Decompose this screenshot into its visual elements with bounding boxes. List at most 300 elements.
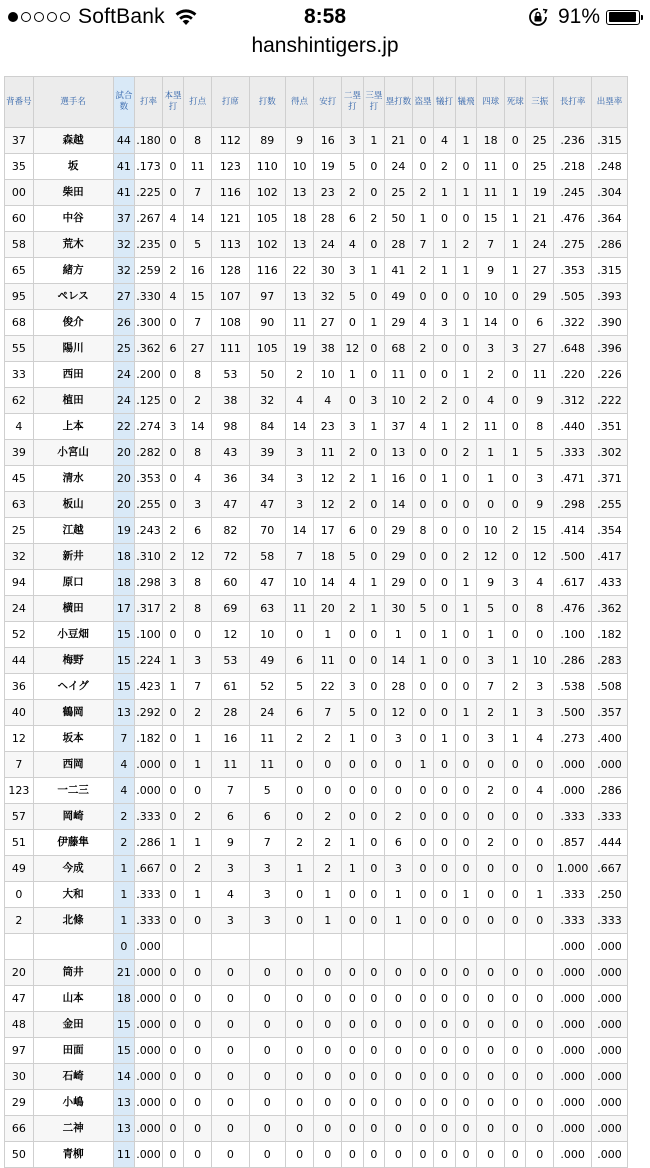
table-cell: 0 <box>342 804 364 830</box>
table-cell: 3 <box>342 414 364 440</box>
table-cell: 0 <box>184 1012 212 1038</box>
table-cell: 5 <box>342 154 364 180</box>
table-cell <box>342 934 364 960</box>
table-cell: 63 <box>5 492 34 518</box>
table-cell: .353 <box>554 258 592 284</box>
table-cell: 0 <box>342 1090 364 1116</box>
table-header-row <box>5 77 628 128</box>
table-cell: 4 <box>526 726 554 752</box>
table-cell: 0 <box>285 986 314 1012</box>
table-cell: .000 <box>554 752 592 778</box>
table-cell: 1 <box>363 258 385 284</box>
table-cell: 0 <box>412 1064 434 1090</box>
table-cell: 2 <box>342 492 364 518</box>
table-cell: 32 <box>113 258 135 284</box>
table-cell: 0 <box>434 752 456 778</box>
table-cell: 0 <box>434 362 456 388</box>
table-cell: 0 <box>526 856 554 882</box>
table-cell: 0 <box>434 518 456 544</box>
table-cell: 33 <box>5 362 34 388</box>
table-cell: 2 <box>412 388 434 414</box>
table-cell: 0 <box>342 960 364 986</box>
table-cell: .476 <box>554 206 592 232</box>
table-cell: 2 <box>162 258 184 284</box>
table-cell: 65 <box>5 258 34 284</box>
table-cell: 0 <box>285 778 314 804</box>
table-cell: .423 <box>135 674 163 700</box>
table-cell: 1 <box>455 180 477 206</box>
table-cell: 37 <box>5 128 34 154</box>
table-cell: 8 <box>526 596 554 622</box>
table-row <box>5 1064 628 1090</box>
table-cell: 1 <box>314 882 342 908</box>
table-cell: 0 <box>314 1064 342 1090</box>
table-cell: 111 <box>211 336 249 362</box>
table-cell: 0 <box>455 1038 477 1064</box>
table-cell: 1 <box>455 362 477 388</box>
table-cell: 9 <box>526 388 554 414</box>
table-cell: .000 <box>135 778 163 804</box>
table-row <box>5 440 628 466</box>
table-cell: 2 <box>504 674 526 700</box>
table-cell: .182 <box>592 622 628 648</box>
table-cell: 48 <box>5 1012 34 1038</box>
battery-icon <box>606 10 640 25</box>
table-cell: .000 <box>554 1090 592 1116</box>
table-cell: 0 <box>184 778 212 804</box>
table-row <box>5 180 628 206</box>
url-bar[interactable] <box>0 34 650 58</box>
table-cell: .508 <box>592 674 628 700</box>
table-cell: .000 <box>554 1012 592 1038</box>
table-cell: 84 <box>249 414 285 440</box>
table-cell: 10 <box>285 570 314 596</box>
table-cell: 3 <box>342 258 364 284</box>
table-cell: 1 <box>504 258 526 284</box>
table-row <box>5 544 628 570</box>
table-cell <box>249 934 285 960</box>
table-cell: 6 <box>385 830 413 856</box>
table-cell: 0 <box>477 960 505 986</box>
table-cell: 0 <box>249 1116 285 1142</box>
table-cell: 1 <box>434 180 456 206</box>
table-cell: 3 <box>363 388 385 414</box>
table-cell: 2 <box>363 206 385 232</box>
table-cell: 11 <box>249 726 285 752</box>
table-cell: 0 <box>363 154 385 180</box>
table-cell: 24 <box>249 700 285 726</box>
table-row <box>5 1012 628 1038</box>
table-cell: 7 <box>477 232 505 258</box>
table-cell: 1 <box>434 622 456 648</box>
table-cell: 3 <box>434 310 456 336</box>
table-cell: 0 <box>162 856 184 882</box>
table-cell: 0 <box>412 622 434 648</box>
player-name-cell: 新井 <box>33 544 113 570</box>
table-cell: 0 <box>184 1116 212 1142</box>
table-cell: 1 <box>455 310 477 336</box>
table-cell: .245 <box>554 180 592 206</box>
table-cell: .667 <box>135 856 163 882</box>
table-cell: .333 <box>135 908 163 934</box>
table-cell: 5 <box>342 700 364 726</box>
table-cell: 5 <box>285 674 314 700</box>
table-cell: 18 <box>314 544 342 570</box>
table-row <box>5 596 628 622</box>
table-row <box>5 310 628 336</box>
table-cell: 24 <box>113 388 135 414</box>
player-name-cell: 梅野 <box>33 648 113 674</box>
table-cell: 5 <box>342 284 364 310</box>
table-cell: 55 <box>5 336 34 362</box>
table-cell: 12 <box>184 544 212 570</box>
table-cell: 4 <box>162 284 184 310</box>
table-cell: 4 <box>526 570 554 596</box>
table-cell: 1 <box>363 570 385 596</box>
table-cell: 8 <box>184 596 212 622</box>
table-cell: 0 <box>162 362 184 388</box>
table-cell: .235 <box>135 232 163 258</box>
table-cell: 4 <box>113 752 135 778</box>
table-cell: 0 <box>363 622 385 648</box>
table-cell: 1 <box>162 648 184 674</box>
table-cell: 3 <box>211 908 249 934</box>
table-cell: 0 <box>363 986 385 1012</box>
table-cell: 0 <box>412 986 434 1012</box>
table-cell: 15 <box>113 622 135 648</box>
table-cell: 0 <box>526 1012 554 1038</box>
table-cell: 4 <box>342 232 364 258</box>
table-row <box>5 986 628 1012</box>
table-cell: 7 <box>285 544 314 570</box>
table-cell: .000 <box>135 1038 163 1064</box>
table-cell: 2 <box>477 700 505 726</box>
table-cell: 0 <box>162 180 184 206</box>
table-cell: 1 <box>434 726 456 752</box>
table-cell: 29 <box>385 570 413 596</box>
table-cell: 12 <box>342 336 364 362</box>
table-cell: .173 <box>135 154 163 180</box>
table-cell: 0 <box>249 986 285 1012</box>
table-cell: 0 <box>455 778 477 804</box>
table-cell: 20 <box>113 440 135 466</box>
table-cell: 1 <box>412 752 434 778</box>
table-cell: 53 <box>211 648 249 674</box>
table-cell: 0 <box>455 518 477 544</box>
table-cell: .282 <box>135 440 163 466</box>
table-cell: 0 <box>385 1090 413 1116</box>
table-cell: 15 <box>113 674 135 700</box>
table-cell: 1 <box>385 622 413 648</box>
table-cell: 14 <box>184 414 212 440</box>
table-cell: 0 <box>211 960 249 986</box>
table-cell: 70 <box>249 518 285 544</box>
table-cell: 0 <box>434 648 456 674</box>
table-cell: 2 <box>342 180 364 206</box>
table-cell <box>162 934 184 960</box>
table-cell: 0 <box>477 1012 505 1038</box>
table-cell: 21 <box>385 128 413 154</box>
table-cell: .298 <box>135 570 163 596</box>
table-cell: 69 <box>211 596 249 622</box>
player-name-cell: 金田 <box>33 1012 113 1038</box>
status-right <box>528 5 640 29</box>
table-cell: 1 <box>342 856 364 882</box>
table-cell: .471 <box>554 466 592 492</box>
table-row <box>5 154 628 180</box>
table-row <box>5 700 628 726</box>
table-cell: 0 <box>162 1064 184 1090</box>
table-cell: 68 <box>5 310 34 336</box>
table-cell <box>363 934 385 960</box>
table-cell: 36 <box>211 466 249 492</box>
table-cell: 1 <box>455 570 477 596</box>
table-cell: .500 <box>554 700 592 726</box>
table-cell: 6 <box>526 310 554 336</box>
table-cell: 1 <box>385 882 413 908</box>
table-cell: 0 <box>162 1090 184 1116</box>
table-cell: 3 <box>504 570 526 596</box>
table-cell: 0 <box>434 1038 456 1064</box>
table-cell: 1 <box>385 908 413 934</box>
table-cell: 28 <box>385 232 413 258</box>
table-cell: 0 <box>412 466 434 492</box>
table-cell: 10 <box>285 154 314 180</box>
table-cell: 0 <box>314 752 342 778</box>
table-cell: 3 <box>342 128 364 154</box>
table-cell: .000 <box>554 778 592 804</box>
table-row <box>5 1090 628 1116</box>
table-cell: 0 <box>455 986 477 1012</box>
table-cell: 11 <box>477 414 505 440</box>
table-cell: 20 <box>5 960 34 986</box>
table-cell: 1 <box>342 362 364 388</box>
table-cell: .000 <box>554 1064 592 1090</box>
table-cell: .125 <box>135 388 163 414</box>
table-cell: 2 <box>184 388 212 414</box>
table-cell: 11 <box>285 596 314 622</box>
table-cell: 0 <box>342 1012 364 1038</box>
table-cell: 61 <box>211 674 249 700</box>
table-cell: 0 <box>385 752 413 778</box>
table-cell: .000 <box>135 752 163 778</box>
table-cell: .000 <box>135 1142 163 1168</box>
column-header: 得点 <box>285 77 314 128</box>
column-header: 打席 <box>211 77 249 128</box>
table-cell: 2 <box>285 726 314 752</box>
table-cell: 0 <box>285 1012 314 1038</box>
player-name-cell: 上本 <box>33 414 113 440</box>
table-cell: 1 <box>184 726 212 752</box>
table-cell: .302 <box>592 440 628 466</box>
table-cell: 0 <box>434 544 456 570</box>
table-cell: .648 <box>554 336 592 362</box>
table-cell: 3 <box>285 440 314 466</box>
table-cell: 0 <box>162 700 184 726</box>
table-cell: 0 <box>314 1012 342 1038</box>
table-cell: 0 <box>363 908 385 934</box>
table-cell: 0 <box>434 1116 456 1142</box>
table-cell: 0 <box>434 1142 456 1168</box>
table-body <box>5 128 628 1168</box>
column-header: 三振 <box>526 77 554 128</box>
table-cell: .000 <box>554 1142 592 1168</box>
table-cell: .000 <box>592 1090 628 1116</box>
table-cell: 3 <box>526 674 554 700</box>
table-cell: 107 <box>211 284 249 310</box>
table-cell: .000 <box>554 960 592 986</box>
table-cell: 10 <box>477 518 505 544</box>
player-name-cell: 小宮山 <box>33 440 113 466</box>
table-cell: 0 <box>162 232 184 258</box>
table-cell: 0 <box>363 1038 385 1064</box>
table-cell: 0 <box>434 440 456 466</box>
table-cell: 0 <box>285 752 314 778</box>
player-name-cell: 江越 <box>33 518 113 544</box>
table-cell: 57 <box>5 804 34 830</box>
table-cell: 0 <box>434 1090 456 1116</box>
table-cell: .274 <box>135 414 163 440</box>
table-cell: 14 <box>184 206 212 232</box>
table-cell: 8 <box>184 362 212 388</box>
table-cell: 3 <box>285 492 314 518</box>
table-cell: 0 <box>314 1142 342 1168</box>
table-cell: 1 <box>434 414 456 440</box>
table-cell: 0 <box>412 778 434 804</box>
table-cell: 0 <box>434 284 456 310</box>
table-cell: 2 <box>477 778 505 804</box>
table-cell: 0 <box>342 310 364 336</box>
table-cell: 22 <box>314 674 342 700</box>
table-cell: 0 <box>412 570 434 596</box>
table-cell: 0 <box>455 1116 477 1142</box>
table-cell: 0 <box>211 1038 249 1064</box>
table-cell: 1 <box>477 440 505 466</box>
table-cell: 2 <box>434 388 456 414</box>
table-cell: .400 <box>592 726 628 752</box>
table-cell: 7 <box>184 674 212 700</box>
table-cell: 30 <box>314 258 342 284</box>
table-cell: 0 <box>363 232 385 258</box>
player-name-cell: 植田 <box>33 388 113 414</box>
player-name-cell: 坂 <box>33 154 113 180</box>
table-cell: .315 <box>592 128 628 154</box>
table-cell: 0 <box>363 362 385 388</box>
table-cell: 0 <box>434 206 456 232</box>
table-cell: 25 <box>385 180 413 206</box>
url-text[interactable]: hanshintigers.jp <box>251 34 399 57</box>
table-cell: 4 <box>162 206 184 232</box>
table-cell: 0 <box>455 726 477 752</box>
table-cell: 26 <box>113 310 135 336</box>
table-cell: 0 <box>342 622 364 648</box>
table-cell: 10 <box>249 622 285 648</box>
table-cell: 15 <box>113 1038 135 1064</box>
table-cell: 110 <box>249 154 285 180</box>
table-cell: 0 <box>477 1090 505 1116</box>
table-cell: 2 <box>412 258 434 284</box>
table-cell: 0 <box>412 674 434 700</box>
table-cell: 2 <box>504 518 526 544</box>
table-cell: .220 <box>554 362 592 388</box>
table-cell: 0 <box>526 908 554 934</box>
table-cell: 0 <box>162 726 184 752</box>
table-cell: 0 <box>285 908 314 934</box>
table-cell: 6 <box>285 700 314 726</box>
table-cell: .292 <box>135 700 163 726</box>
table-cell: .000 <box>592 986 628 1012</box>
table-cell: 0 <box>477 986 505 1012</box>
table-cell: 3 <box>477 726 505 752</box>
player-name-cell: 西田 <box>33 362 113 388</box>
table-cell: 20 <box>113 492 135 518</box>
table-cell: 4 <box>342 570 364 596</box>
table-cell: 0 <box>385 986 413 1012</box>
table-cell: .000 <box>135 960 163 986</box>
table-cell: 0 <box>113 934 135 960</box>
table-cell: 0 <box>504 1012 526 1038</box>
table-cell: 90 <box>249 310 285 336</box>
table-cell: .000 <box>592 1038 628 1064</box>
table-cell: 11 <box>184 154 212 180</box>
table-cell: 1 <box>184 752 212 778</box>
table-cell: 0 <box>162 440 184 466</box>
table-cell: 0 <box>477 908 505 934</box>
table-cell: 123 <box>211 154 249 180</box>
table-cell: 2 <box>342 440 364 466</box>
table-cell: 3 <box>249 908 285 934</box>
table-cell: 0 <box>504 960 526 986</box>
table-cell: 47 <box>211 492 249 518</box>
table-cell: 0 <box>162 1038 184 1064</box>
table-cell: 0 <box>455 830 477 856</box>
table-cell: 0 <box>211 986 249 1012</box>
table-row <box>5 934 628 960</box>
table-cell: 19 <box>285 336 314 362</box>
table-cell: 16 <box>385 466 413 492</box>
table-cell: 1 <box>455 596 477 622</box>
table-cell: 0 <box>285 1038 314 1064</box>
table-cell: 49 <box>5 856 34 882</box>
player-name-cell: 森越 <box>33 128 113 154</box>
player-name-cell: 大和 <box>33 882 113 908</box>
table-cell: 4 <box>412 414 434 440</box>
table-cell: .000 <box>135 986 163 1012</box>
table-cell: 0 <box>184 986 212 1012</box>
table-cell: 0 <box>412 154 434 180</box>
table-cell: 3 <box>162 414 184 440</box>
table-cell: 25 <box>526 128 554 154</box>
table-cell: .505 <box>554 284 592 310</box>
table-cell: 0 <box>314 778 342 804</box>
table-cell: 12 <box>526 544 554 570</box>
table-cell: 39 <box>249 440 285 466</box>
table-cell: .371 <box>592 466 628 492</box>
table-cell: 0 <box>412 908 434 934</box>
table-cell: 0 <box>504 804 526 830</box>
table-cell: 14 <box>385 492 413 518</box>
table-cell: 0 <box>455 622 477 648</box>
table-cell: 0 <box>504 414 526 440</box>
column-header: 打率 <box>135 77 163 128</box>
table-cell: 1 <box>504 232 526 258</box>
table-cell: 11 <box>314 648 342 674</box>
table-cell: .275 <box>554 232 592 258</box>
column-header: 三塁打 <box>363 77 385 128</box>
table-cell: 1 <box>504 726 526 752</box>
table-cell: 0 <box>249 1142 285 1168</box>
table-cell: 0 <box>504 128 526 154</box>
